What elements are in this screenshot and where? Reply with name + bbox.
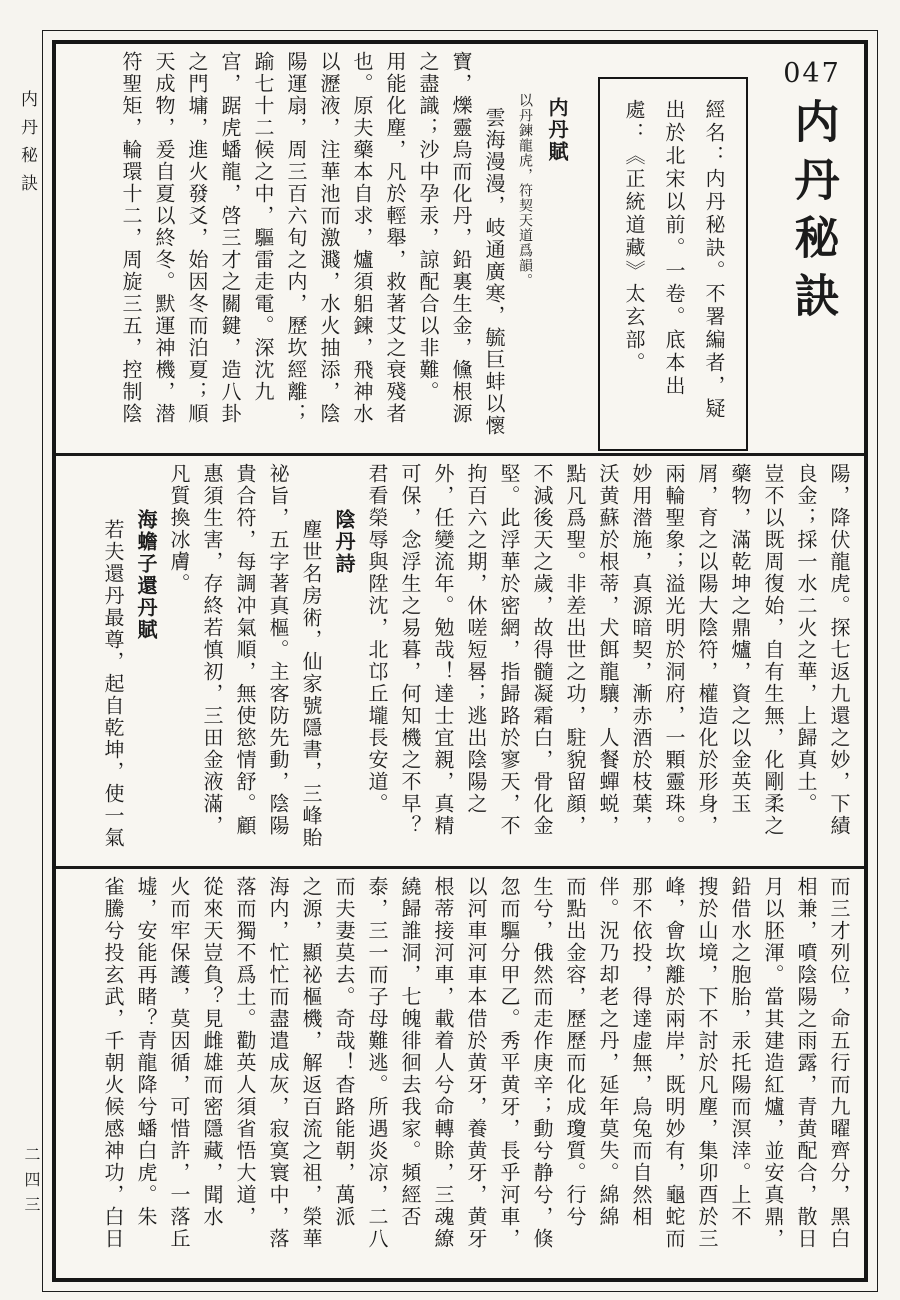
text-column: 用能化塵，凡於輕舉，救著艾之衰殘者 <box>383 51 405 425</box>
text-column: 而夫妻莫去。奇哉！杳路能朝，萬派 <box>332 875 354 1228</box>
text-column: 屑，育之以陽大陰符，權造化於形身， <box>695 463 717 838</box>
text-column: 墟，安能再睹？青龍降兮蟠白虎。朱 <box>134 875 156 1228</box>
text-column: 沃黄蘇於根蒂，犬餌龍驤，人餐蟬蜕， <box>596 463 618 838</box>
text-column: 陽，降伏龍虎。探七返九還之妙，下績 <box>827 463 849 838</box>
note-column: 經名：内丹秘訣。不署編者，疑 <box>702 99 724 421</box>
text-column: 之源，顯祕樞機，解返百流之祖，榮華 <box>299 875 321 1250</box>
text-column: 惠須生害，存終若慎初，三田金液滿， <box>200 463 222 838</box>
text-column: 月以胚渾。當其建造紅爐，並安真鼎， <box>761 875 783 1250</box>
text-column: 繞歸誰洞，七魄徘徊去我家。頻經否 <box>398 875 420 1228</box>
text-column: 天成物，爰自夏以終冬。默運神機，潜 <box>152 51 174 425</box>
text-column: 妙用潜施，真源暗契，漸赤酒於枝葉， <box>629 463 651 838</box>
text-column: 落而獨不爲土。勸英人須省悟大道， <box>233 875 255 1228</box>
text-column: 祕旨，五字著真樞。主客防先動，陰陽 <box>266 463 288 838</box>
text-column: 忽而驅分甲乙。秀平黄牙，長乎河車， <box>497 875 519 1250</box>
folio-page-number: 二四三 <box>22 1146 39 1221</box>
text-column: 而三才列位，命五行而九曜齊分，黑白 <box>827 875 849 1250</box>
text-column: 那不依投，得達虚無，烏兔而自然相 <box>629 875 651 1228</box>
page-title: 内丹秘訣 <box>787 98 838 330</box>
band-top <box>56 44 864 453</box>
text-column: 點凡爲聖。非差出世之功，駐貌留顔， <box>563 463 585 838</box>
text-column: 符聖矩，輪環十二，周旋三五，控制陰 <box>119 51 141 425</box>
band-middle <box>56 456 864 865</box>
text-column: 君看榮辱與陞沈，北邙丘壠長安道。 <box>365 463 387 816</box>
text-column: 以河車河車本借於黄牙，養黄牙，黄牙 <box>464 875 486 1250</box>
text-column: 貴合符，每調冲氣順，無使慾情舒。顧 <box>233 463 255 838</box>
text-column: 陽運扇，周三百六旬之内，歷坎經離； <box>284 51 306 425</box>
text-column: 凡質換冰膚。 <box>167 463 189 596</box>
text-column: 堅。此浮華於密網，指歸路於寥天，不 <box>497 463 519 838</box>
section-heading: 陰丹詩 <box>332 509 354 576</box>
text-column: 拘百六之期，休嗟短晷；逃出陰陽之 <box>464 463 486 816</box>
text-column: 雲海漫漫，岐通廣寒，毓巨蚌以懷 <box>482 107 504 437</box>
text-column: 以丹鍊龍虎，符契天道爲韻。 <box>517 93 532 288</box>
bibliographic-note-box <box>598 77 748 451</box>
note-column: 出於北宋以前。一卷。底本出 <box>662 99 684 398</box>
text-column: 而點出金容，歷歷而化成瓊質。行兮 <box>563 875 585 1228</box>
text-column: 之盡識；沙中孕汞，諒配合以非難。 <box>416 51 438 403</box>
text-column: 塵世名房術，仙家號隱書，三峰貽 <box>299 519 321 850</box>
text-column: 鉛借水之胞胎，汞托陽而溟涬。上不 <box>728 875 750 1228</box>
text-column: 不減後天之歲，故得髓凝霜白，骨化金 <box>530 463 552 838</box>
text-column: 兩輪聖象；溢光明於洞府，一顆靈珠。 <box>662 463 684 838</box>
section-heading: 内丹賦 <box>545 97 567 163</box>
section-heading: 海蟾子還丹賦 <box>134 509 156 642</box>
text-column: 伴。況乃却老之丹，延年莫失。綿綿 <box>596 875 618 1228</box>
title-block <box>770 51 854 449</box>
margin-running-title: 内丹秘訣 <box>18 90 37 202</box>
text-column: 峰，會坎離於兩岸，既明妙有，龜蛇而 <box>662 875 684 1250</box>
text-column: 藥物，滿乾坤之鼎爐，資之以金英玉 <box>728 463 750 816</box>
text-column: 根蒂接河車，載着人兮命轉賖，三魂繚 <box>431 875 453 1250</box>
text-column: 搜於山境，下不討於凡塵，集卯酉於三 <box>695 875 717 1250</box>
text-column: 之門墉，進火發爻，始因冬而泊夏；順 <box>185 51 207 425</box>
text-column: 也。原夫藥本自求，爐須躳鍊，飛神水 <box>350 51 372 425</box>
text-column: 相兼，噴陰陽之雨露，青黄配合，散日 <box>794 875 816 1250</box>
text-column: 從來天豈負？見雌雄而密隱藏，聞水 <box>200 875 222 1228</box>
text-column: 火而牢保護，莫因循，可惜許，一落丘 <box>167 875 189 1250</box>
text-column: 海内，忙忙而盡遣成灰，寂寞寰中，落 <box>266 875 288 1250</box>
doc-number: 047 <box>783 58 841 89</box>
text-column: 雀騰兮投玄武，千朝火候感神功，白日 <box>101 875 123 1250</box>
text-column: 生兮，俄然而走作庚辛；動兮静兮，倏 <box>530 875 552 1250</box>
band-bottom <box>56 869 864 1278</box>
text-column: 若夫還丹最尊，起自乾坤，使一氣 <box>101 519 123 850</box>
text-column: 宫，踞虎蟠龍，啓三才之關鍵，造八卦 <box>218 51 240 425</box>
note-column: 處：《正統道藏》太玄部。 <box>622 99 644 375</box>
text-column: 可保，念浮生之易暮，何知機之不早？ <box>398 463 420 838</box>
text-column: 泰，三一而子母難逃。所遇炎凉，二八 <box>365 875 387 1250</box>
inner-border-frame <box>52 40 868 1282</box>
text-column: 以瀝液，注華池而激濺，水火抽添，陰 <box>317 51 339 425</box>
text-column: 踰七十二候之中，驅雷走電。深沈九 <box>251 51 273 403</box>
text-column: 豈不以既周復始，自有生無，化剛柔之 <box>761 463 783 838</box>
text-column: 寶，爍靈烏而化丹，鉛裏生金，儵根源 <box>449 51 471 425</box>
text-column: 外，任變流年。勉哉！達士宜親，真精 <box>431 463 453 838</box>
text-column: 良金；採一水二火之華，上歸真土。 <box>794 463 816 816</box>
